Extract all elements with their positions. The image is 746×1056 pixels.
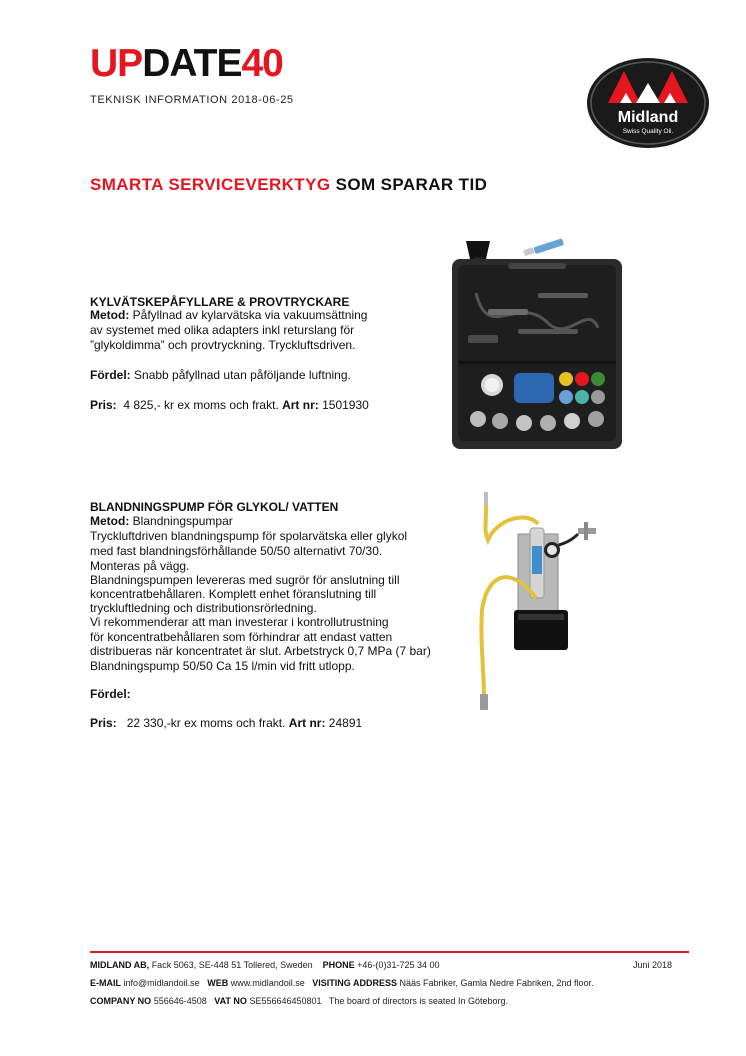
footer-email-label: E-MAIL xyxy=(90,978,121,988)
product2-fordel xyxy=(90,687,131,702)
product2-desc-line-4: Blandningspumpen levereras med sugrör för anslutning till xyxy=(90,573,400,587)
product1-fordel-label: Fördel: xyxy=(90,368,131,382)
logo-tagline: Swiss Quality Oil. xyxy=(622,128,674,135)
footer-visiting-label: VISITING ADDRESS xyxy=(312,978,397,988)
product2-desc-line-6: tryckluftledning och distributionsrörledning. xyxy=(90,601,317,615)
newsletter-brand-title xyxy=(90,44,283,83)
footer-vat-value: SE556646450801 xyxy=(249,996,322,1006)
product1-title: KYLVÄTSKEPÅFYLLARE & PROVTRYCKARE xyxy=(90,295,350,309)
midland-logo xyxy=(586,57,710,149)
product2-desc-line-7: Vi rekommenderar att man investerar i kontrollutrustning xyxy=(90,615,389,629)
product2-art-label: Art nr: xyxy=(288,716,326,730)
footer-board-text: The board of directors is seated In Göteborg. xyxy=(328,996,508,1006)
product2-price xyxy=(90,716,362,731)
product2-pris-label: Pris: xyxy=(90,716,117,730)
product2-desc-line-9: distribueras när koncentratet är slut. Arbetstryck 0,7 MPa (7 bar) xyxy=(90,644,431,658)
page-headline xyxy=(90,175,487,195)
footer-web-value[interactable]: www.midlandoil.se xyxy=(230,978,305,988)
product1-metod-text-1: Påfyllnad av kylarvätska via vakuumsättning xyxy=(132,308,368,322)
product1-metod-text-2: av systemet med olika adapters inkl returslang för xyxy=(90,323,355,337)
brand-part-date: DATE xyxy=(142,42,242,85)
product1-fordel xyxy=(90,368,351,383)
footer-phone-value: +46-(0)31-725 34 00 xyxy=(357,960,440,970)
product1-art-value: 1501930 xyxy=(322,398,369,412)
product2-desc-line-1: Tryckluftdriven blandningspump för spolarvätska eller glykol xyxy=(90,529,408,543)
footer-date: Juni 2018 xyxy=(633,960,673,970)
headline-dark-part: SOM SPARAR TID xyxy=(335,175,488,194)
footer-company-no-label: COMPANY NO xyxy=(90,996,152,1006)
product2-fordel-label: Fördel: xyxy=(90,687,131,701)
product1-art-label: Art nr: xyxy=(282,398,319,412)
product2-art-value: 24891 xyxy=(328,716,363,730)
product2-metod-line xyxy=(90,514,233,529)
product1-fordel-text: Snabb påfyllnad utan påföljande luftning. xyxy=(134,368,351,382)
product2-metod-text: Blandningspumpar xyxy=(132,514,233,528)
product1-metod-label: Metod: xyxy=(90,308,130,322)
footer-vat-label: VAT NO xyxy=(214,996,247,1006)
headline-red-part: SMARTA SERVICEVERKTYG xyxy=(90,175,331,194)
logo-wordmark: Midland xyxy=(617,109,679,126)
footer-email-value[interactable]: info@midlandoil.se xyxy=(123,978,200,988)
footer-company-no-value: 556646-4508 xyxy=(153,996,207,1006)
brand-part-up: UP xyxy=(90,42,143,85)
brand-part-number: 40 xyxy=(241,42,283,85)
footer-contact-line xyxy=(90,977,594,989)
footer-registration-line xyxy=(90,995,508,1007)
product2-pris-text: 22 330,-kr ex moms och frakt. xyxy=(126,716,286,730)
footer-visiting-value: Nääs Fabriker, Gamla Nedre Fabriken, 2nd floor. xyxy=(399,978,594,988)
coolant-filler-kit-image xyxy=(448,233,626,451)
product2-desc-line-8: för koncentratbehållaren som förhindrar att endast vatten xyxy=(90,630,393,644)
product2-desc-line-5: koncentratbehållaren. Komplett enhet föranslutning till xyxy=(90,587,377,601)
product1-pris-label: Pris: xyxy=(90,398,117,412)
product2-desc-line-3: Monteras på vägg. xyxy=(90,559,190,573)
footer-company-address: Fack 5063, SE-448 51 Tollered, Sweden xyxy=(151,960,313,970)
product1-metod-text-3: ”glykoldimma” och provtryckning. Tryckluftsdriven. xyxy=(90,338,356,352)
product1-pris-text: 4 825,- kr ex moms och frakt. xyxy=(123,398,279,412)
product1-price xyxy=(90,398,369,413)
footer-address-line xyxy=(90,959,439,971)
product2-desc-line-2: med fast blandningsförhållande 50/50 alternativt 70/30. xyxy=(90,544,383,558)
footer-web-label: WEB xyxy=(207,978,229,988)
footer-company-label: MIDLAND AB, xyxy=(90,960,150,970)
product2-desc-line-10: Blandningspump 50/50 Ca 15 l/min vid fritt utlopp. xyxy=(90,659,355,673)
mixing-pump-image xyxy=(466,490,606,712)
footer-phone-label: PHONE xyxy=(322,960,355,970)
product2-title: BLANDNINGSPUMP FÖR GLYKOL/ VATTEN xyxy=(90,500,339,514)
footer-rule xyxy=(90,951,689,953)
product2-metod-label: Metod: xyxy=(90,514,130,528)
newsletter-subtitle: TEKNISK INFORMATION 2018-06-25 xyxy=(90,94,294,106)
product1-metod-line xyxy=(90,308,367,323)
